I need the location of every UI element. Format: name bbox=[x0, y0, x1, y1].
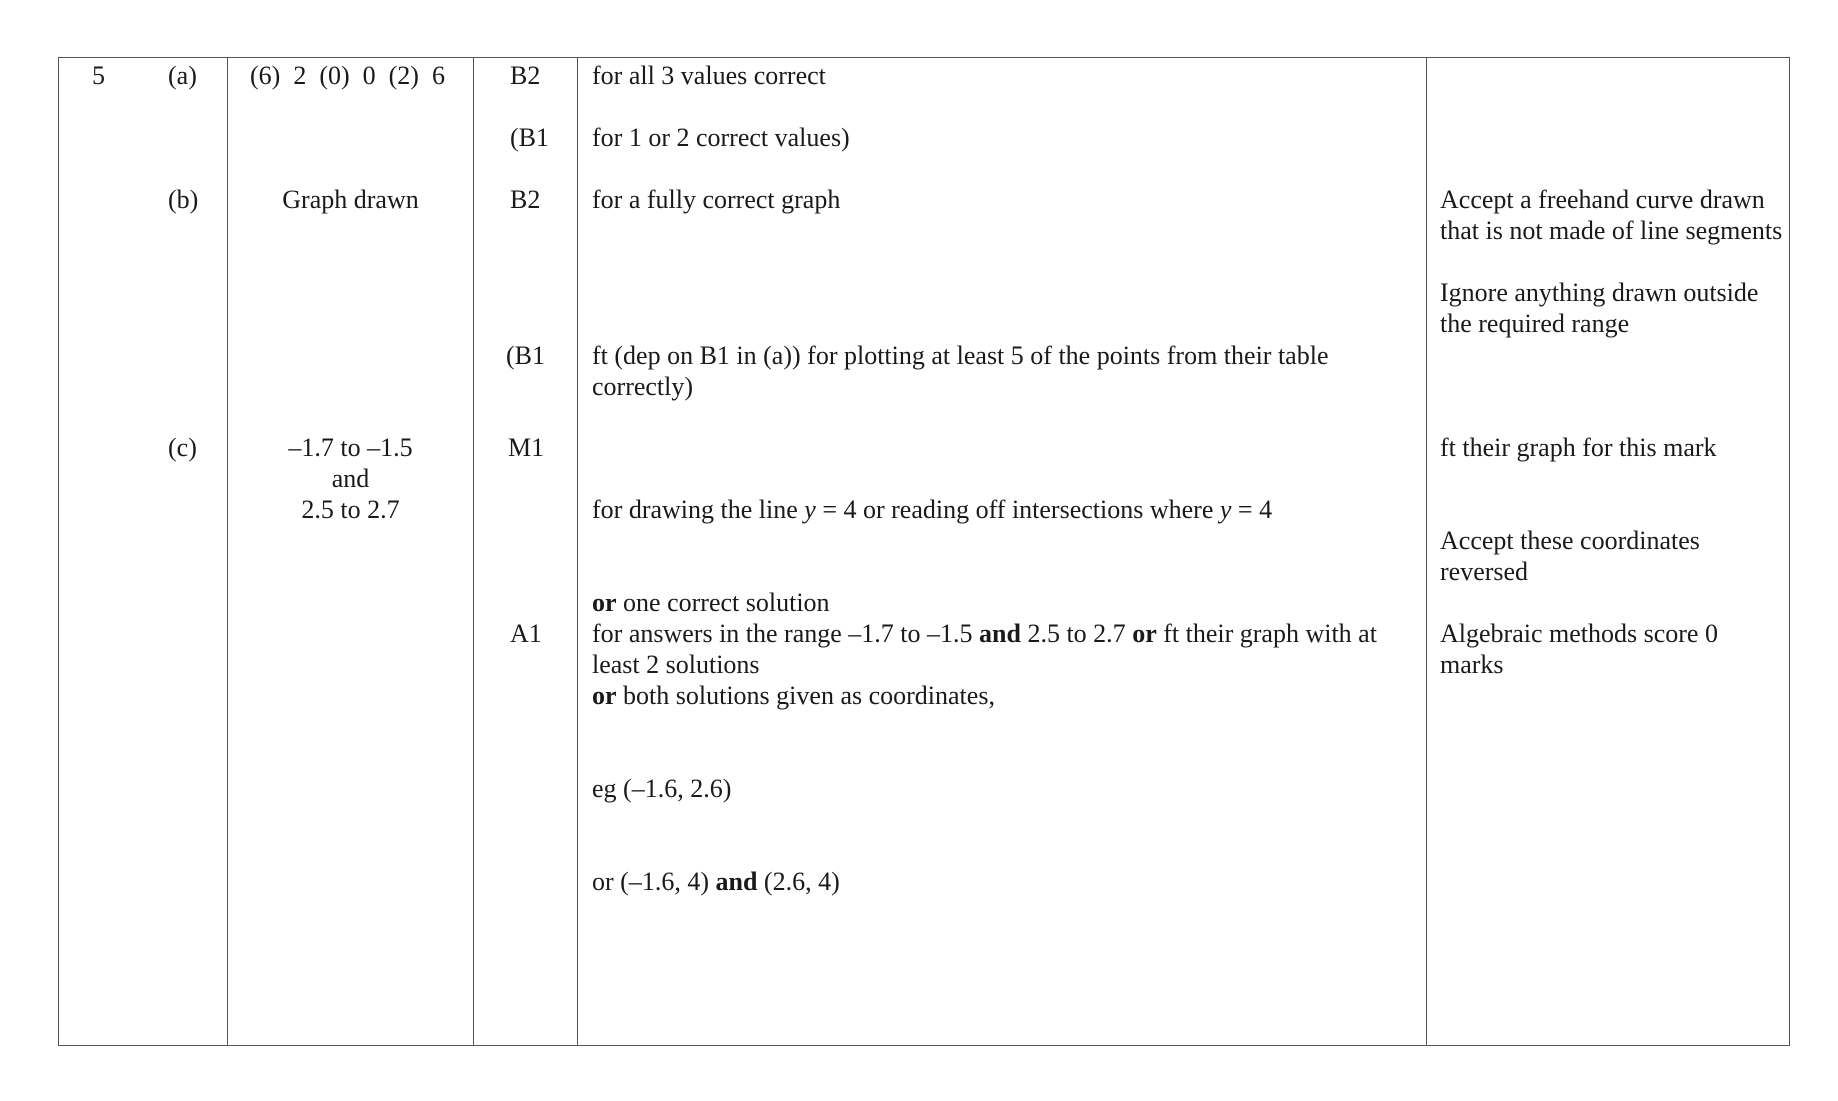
column-divider-guidance bbox=[577, 57, 578, 1046]
text-segment: both solutions given as coordinates, bbox=[616, 681, 995, 710]
part-label-c: (c) bbox=[168, 433, 197, 462]
text-segment: for drawing the line bbox=[592, 495, 805, 524]
note-c-coordinates: Accept these coordinates reversed bbox=[1440, 526, 1700, 586]
guidance-c-m1-line-4: eg (–1.6, 2.6) bbox=[592, 774, 732, 803]
guidance-a-b1: for 1 or 2 correct values) bbox=[592, 123, 850, 152]
guidance-c-m1-line-3 bbox=[592, 680, 1272, 711]
mark-code-c-a1: A1 bbox=[510, 619, 542, 648]
mark-code-b-b1: (B1 bbox=[506, 341, 545, 370]
answer-b: Graph drawn bbox=[282, 185, 419, 214]
keyword-or: or bbox=[1132, 619, 1157, 648]
note-b-ignore: Ignore anything drawn outside the required range bbox=[1440, 278, 1759, 338]
part-label-a: (a) bbox=[168, 61, 197, 90]
note-b-freehand: Accept a freehand curve drawn that is not made of line segments bbox=[1440, 185, 1783, 245]
guidance-c-m1-line-1 bbox=[592, 494, 1272, 525]
column-divider-mark bbox=[473, 57, 474, 1046]
keyword-or: or bbox=[592, 681, 617, 710]
guidance-c-a1 bbox=[592, 618, 1422, 680]
answer-a: (6) 2 (0) 0 (2) 6 bbox=[250, 61, 445, 90]
text-segment: = 4 bbox=[1231, 495, 1273, 524]
mark-code-a-b2: B2 bbox=[510, 61, 541, 90]
text-segment: or (–1.6, 4) bbox=[592, 867, 716, 896]
note-c-ft: ft their graph for this mark bbox=[1440, 433, 1717, 462]
mark-code-a-b1: (B1 bbox=[510, 123, 549, 152]
guidance-c-m1-line-5 bbox=[592, 866, 1272, 897]
note-c-algebraic: Algebraic methods score 0 marks bbox=[1440, 619, 1718, 679]
variable-y: y bbox=[804, 495, 816, 524]
guidance-a-b2: for all 3 values correct bbox=[592, 61, 826, 90]
part-label-b: (b) bbox=[168, 185, 199, 214]
guidance-b-b2: for a fully correct graph bbox=[592, 185, 841, 214]
keyword-and: and bbox=[715, 867, 758, 896]
text-segment: 2.5 to 2.7 bbox=[1020, 619, 1133, 648]
text-segment: ft their graph with at least 2 solutions bbox=[592, 619, 1377, 679]
variable-y: y bbox=[1219, 495, 1232, 524]
answer-c bbox=[228, 432, 473, 525]
answer-c-line-2: and bbox=[331, 464, 370, 493]
keyword-and: and bbox=[979, 619, 1021, 648]
mark-code-b-b2: B2 bbox=[510, 185, 541, 214]
guidance-c-m1 bbox=[592, 432, 1272, 928]
question-number: 5 bbox=[92, 61, 105, 90]
text-segment: (2.6, 4) bbox=[757, 867, 840, 896]
column-divider-notes bbox=[1426, 57, 1427, 1046]
text-segment: = 4 or reading off intersections where bbox=[815, 495, 1220, 524]
guidance-b-b1: ft (dep on B1 in (a)) for plotting at least 5 of the points from their table correctly) bbox=[592, 341, 1329, 401]
text-segment: for answers in the range –1.7 to –1.5 bbox=[592, 619, 980, 648]
answer-c-line-3: 2.5 to 2.7 bbox=[301, 495, 400, 524]
answer-c-line-1: –1.7 to –1.5 bbox=[288, 433, 413, 462]
mark-code-c-m1: M1 bbox=[508, 433, 545, 462]
keyword-or: or bbox=[592, 588, 617, 617]
guidance-c-m1-line-2 bbox=[592, 587, 1272, 618]
text-segment: one correct solution bbox=[616, 588, 830, 617]
